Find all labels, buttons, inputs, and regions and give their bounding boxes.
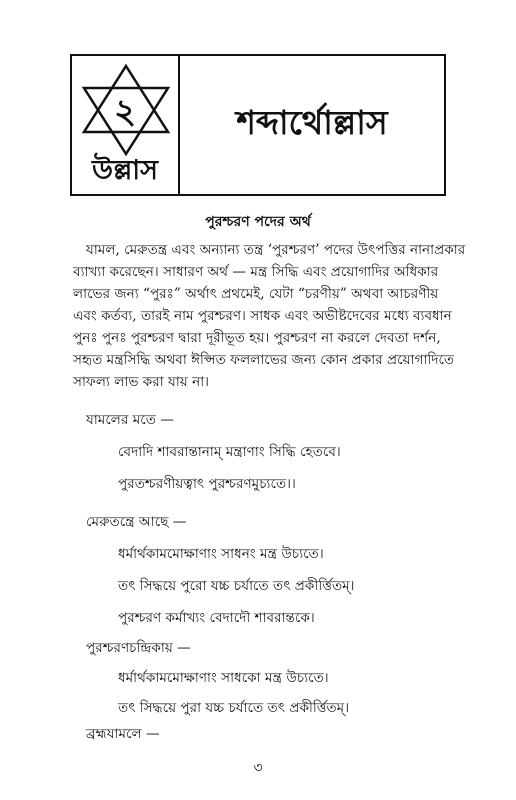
chapter-badge [72,56,180,194]
sanskrit-verse: তৎ সিদ্ধয়ে পুরা যচ্চ চর্যাতে তৎ প্রকীর্ত্তিতম্। [118,700,350,716]
sanskrit-verse: তৎ সিদ্ধয়ে পুরো যচ্চ চর্যাতে তৎ প্রকীর্ত্তিতম্। [118,578,355,594]
paragraph-line: লাভের জন্য “পুরঃ” অর্থাৎ প্রথমেই, যেটা “চরণীয়” অথবা আচরণীয় [73,286,439,302]
page-number: ৩ [253,760,263,776]
chapter-label: উল্লাস [92,155,158,186]
sanskrit-verse: বেদাদি শাবরান্তানাম্ মন্ত্রাণাং সিদ্ধি হেতবে। [118,444,341,460]
sanskrit-verse: ধর্মার্থকামমোক্ষাণাং সাধনং মন্ত্র উচ্যতে। [118,546,324,562]
sanskrit-verse: পুরতশ্চরণীয়ত্বাৎ পুরশ্চরণমুচ্যতে।। [118,476,296,492]
chapter-header-box [70,54,446,196]
citation-source: যামলের মতে — [86,412,174,428]
sanskrit-verse: ধর্মার্থকামমোক্ষাণাং সাধকো মন্ত্র উচ্যতে। [118,670,329,686]
citation-source: মেরুতন্ত্রে আছে — [86,514,187,530]
paragraph-line: সহৃত মন্ত্রসিদ্ধি অথবা ঈপ্সিত ফললাভের জন্য কোন প্রকার প্রয়োগাদিতে [73,352,455,368]
paragraph-line: যামল, মেরুতন্ত্র এবং অন্যান্য তন্ত্র ‘পুরশ্চরণ’ পদের উৎপত্তির নানাপ্রকার [86,242,466,258]
section-heading: পুরশ্চরণ পদের অর্থ [205,214,311,230]
paragraph-line: এবং কর্তব্য, তারই নাম পুরশ্চরণ। সাধক এবং অভীষ্টদেবের মধ্যে ব্যবধান [73,308,452,324]
paragraph-line: সাফল্য লাভ করা যায় না। [73,374,210,390]
citation-source: ব্রহ্মযামলে — [86,726,160,742]
chapter-title: শব্দার্থোল্লাস [236,103,388,142]
citation-source: পুরশ্চরণচন্দ্রিকায় — [86,640,191,656]
chapter-number: ২ [113,92,137,132]
paragraph-line: পুনঃ পুনঃ পুরশ্চরণ দ্বারা দূরীভূত হয়। পুরশ্চরণ না করলে দেবতা দর্শন, [73,330,441,346]
paragraph-line: ব্যাখ্যা করেছেন। সাধারণ অর্থ — মন্ত্র সিদ্ধি এবং প্রয়োগাদির অধিকার [73,264,439,280]
sanskrit-verse: পুরশ্চরণ কর্মাখ্যং বেদাদৌ শাবরান্তকে। [118,610,315,626]
